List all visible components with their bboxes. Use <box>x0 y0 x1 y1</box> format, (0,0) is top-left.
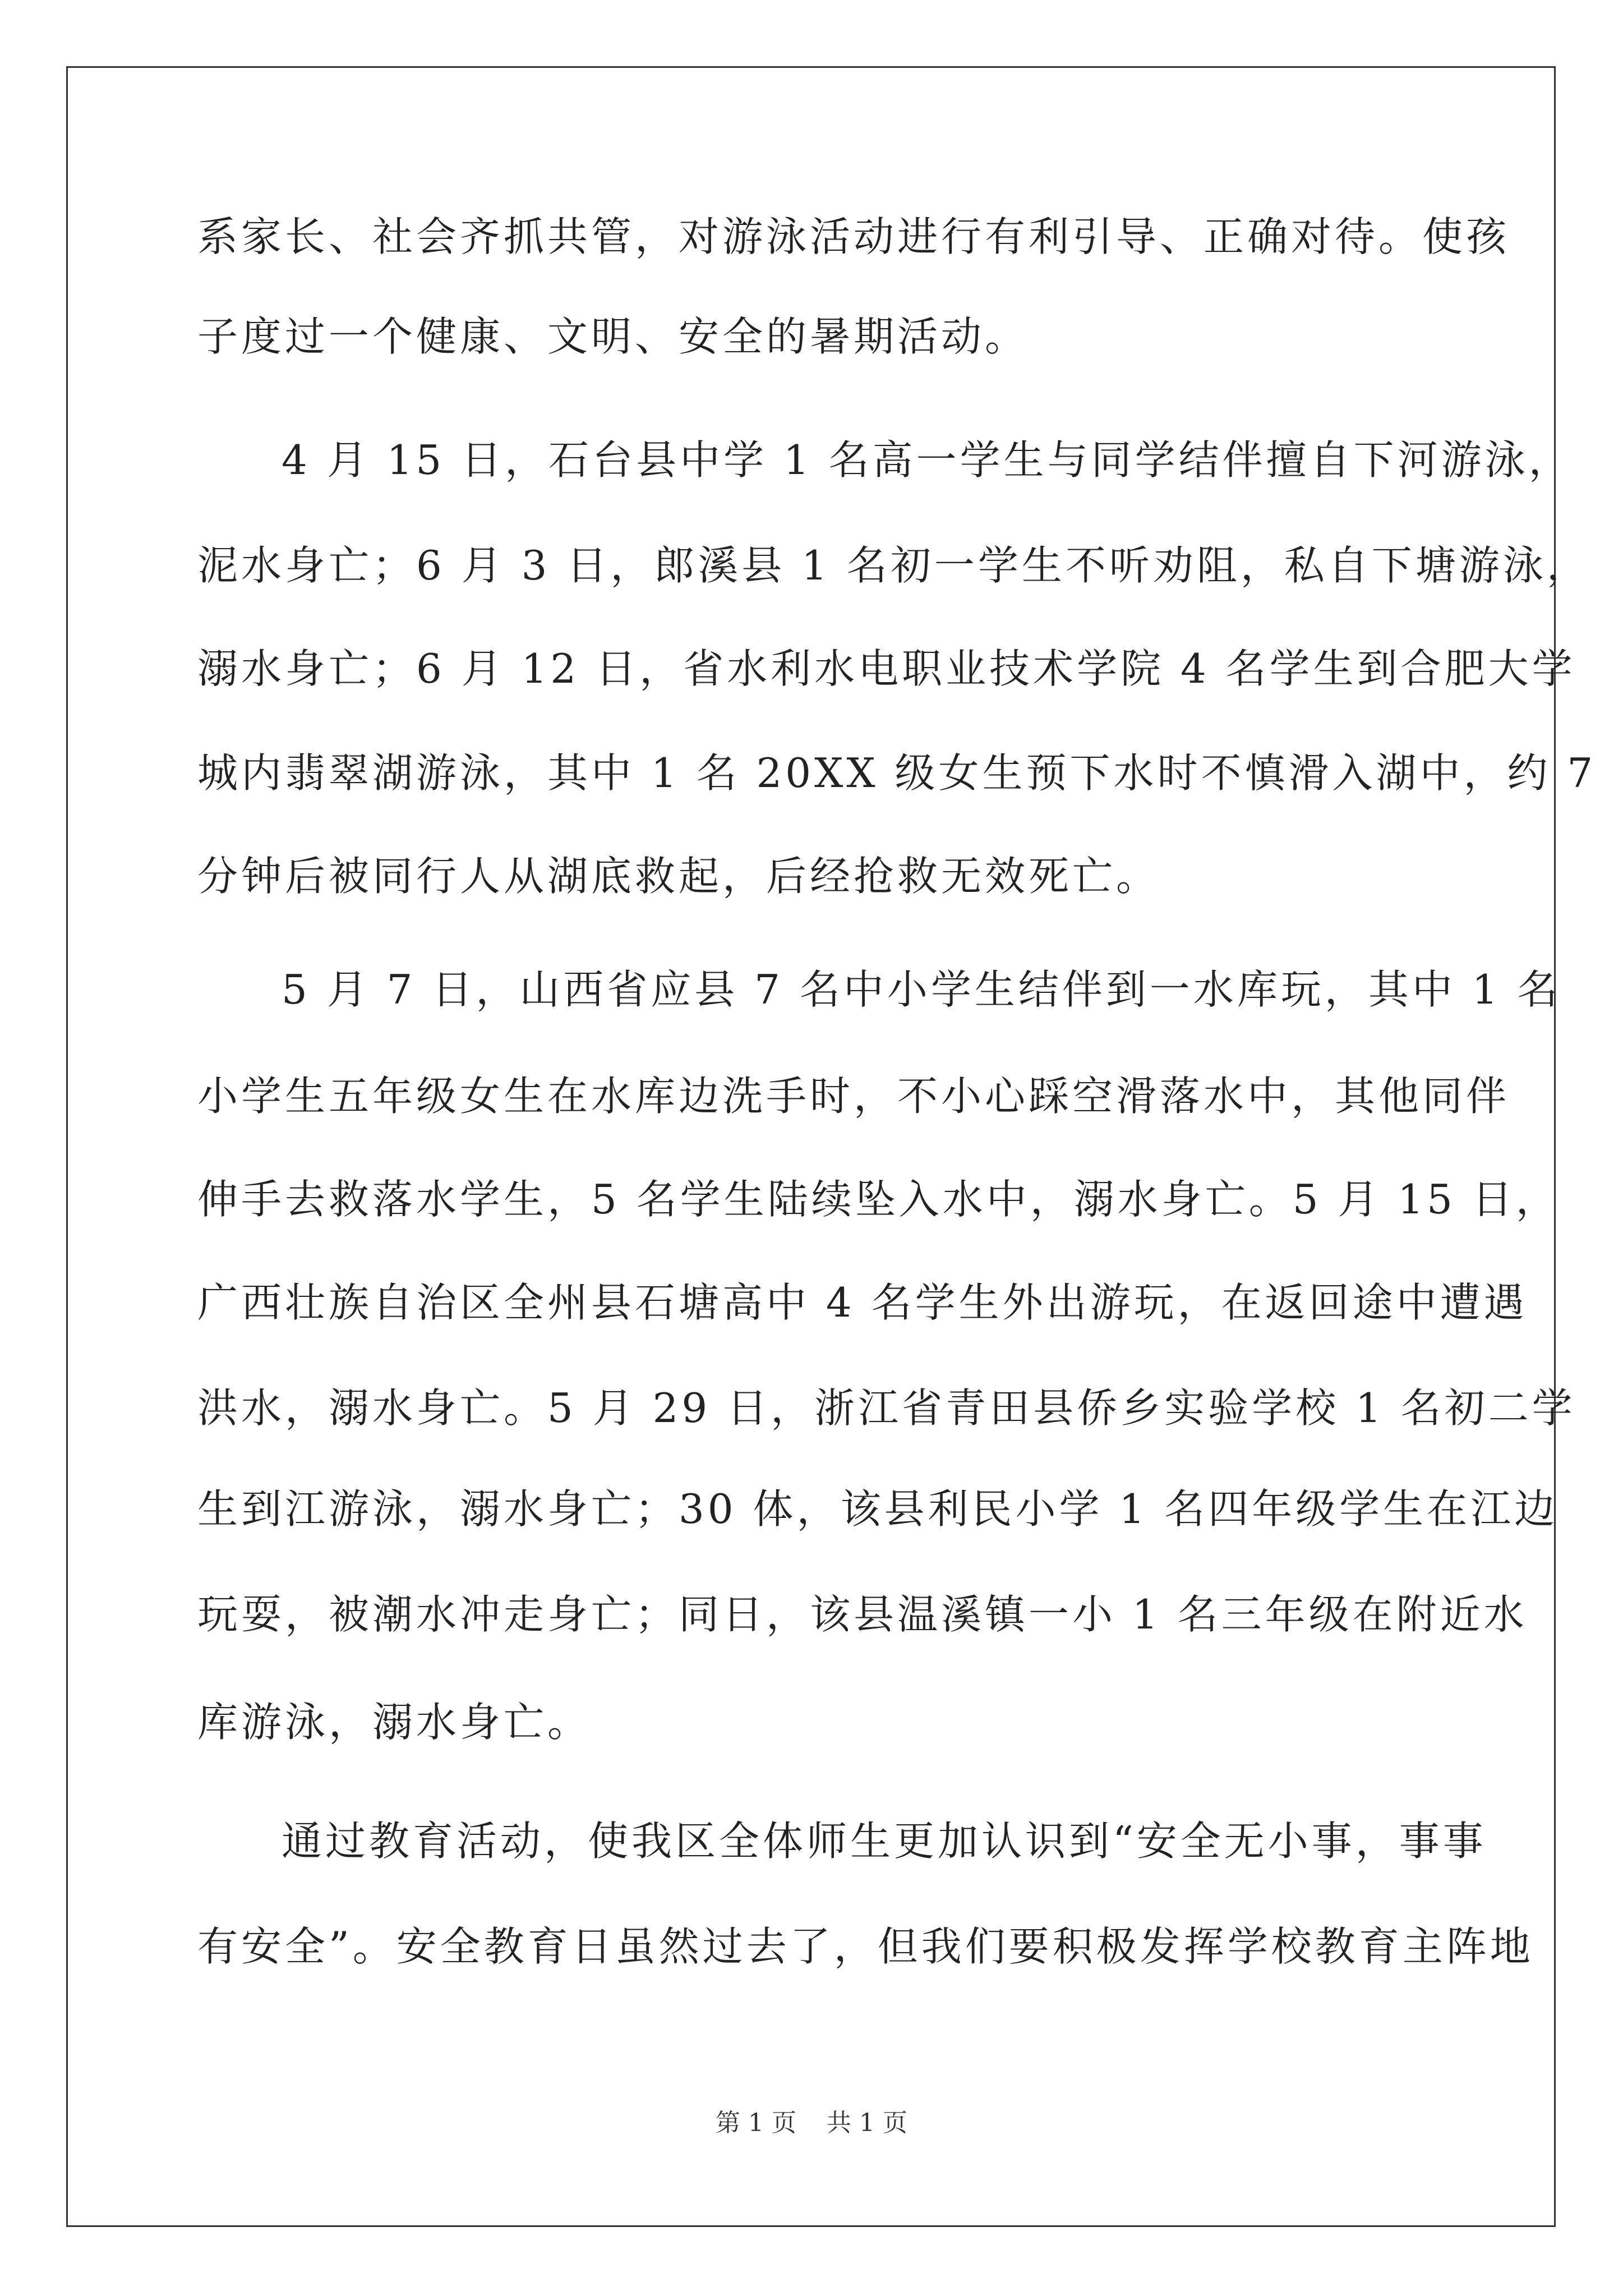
page-border <box>66 66 1559 2227</box>
text-line: 小学生五年级女生在水库边洗手时，不小心踩空滑落水中，其他同伴 <box>197 1073 1510 1120</box>
text-line: 子度过一个健康、文明、安全的暑期活动。 <box>197 313 1029 360</box>
page-footer <box>0 2106 1623 2140</box>
text-line: 泥水身亡；6 月 3 日，郎溪县 1 名初一学生不听劝阻，私自下塘游泳， <box>197 542 1590 589</box>
text-line: 洪水，溺水身亡。5 月 29 日，浙江省青田县侨乡实验学校 1 名初二学 <box>197 1384 1576 1432</box>
text-line: 广西壮族自治区全州县石塘高中 4 名学生外出游玩，在返回途中遭遇 <box>197 1279 1528 1326</box>
paragraph-start: 通过教育活动，使我区全体师生更加认识到“安全无小事，事事 <box>282 1818 1487 1865</box>
text-line: 库游泳，溺水身亡。 <box>197 1699 592 1746</box>
paragraph-start: 5 月 7 日，山西省应县 7 名中小学生结伴到一水库玩，其中 1 名 <box>282 966 1561 1013</box>
text-line: 城内翡翠湖游泳，其中 1 名 20XX 级女生预下水时不慎滑入湖中，约 7 <box>197 749 1597 797</box>
text-line: 有安全”。安全教育日虽然过去了，但我们要积极发挥学校教育主阵地 <box>197 1923 1534 1970</box>
text-line: 生到江游泳，溺水身亡；30 体，该县利民小学 1 名四年级学生在江边 <box>197 1485 1559 1533</box>
text-line: 系家长、社会齐抓共管，对游泳活动进行有利引导、正确对待。使孩 <box>197 213 1510 260</box>
text-line: 溺水身亡；6 月 12 日，省水利水电职业技术学院 4 名学生到合肥大学 <box>197 645 1576 692</box>
text-line: 分钟后被同行人从湖底救起，后经抢救无效死亡。 <box>197 853 1160 900</box>
text-line: 伸手去救落水学生，5 名学生陆续坠入水中，溺水身亡。5 月 15 日， <box>197 1176 1560 1223</box>
paragraph-start: 4 月 15 日，石台县中学 1 名高一学生与同学结伴擅自下河游泳， <box>282 436 1573 484</box>
page-count: 共 1 页 <box>827 2109 907 2137</box>
text-line: 玩耍，被潮水冲走身亡；同日，该县温溪镇一小 1 名三年级在附近水 <box>197 1591 1528 1638</box>
page-number: 第 1 页 <box>716 2109 796 2137</box>
